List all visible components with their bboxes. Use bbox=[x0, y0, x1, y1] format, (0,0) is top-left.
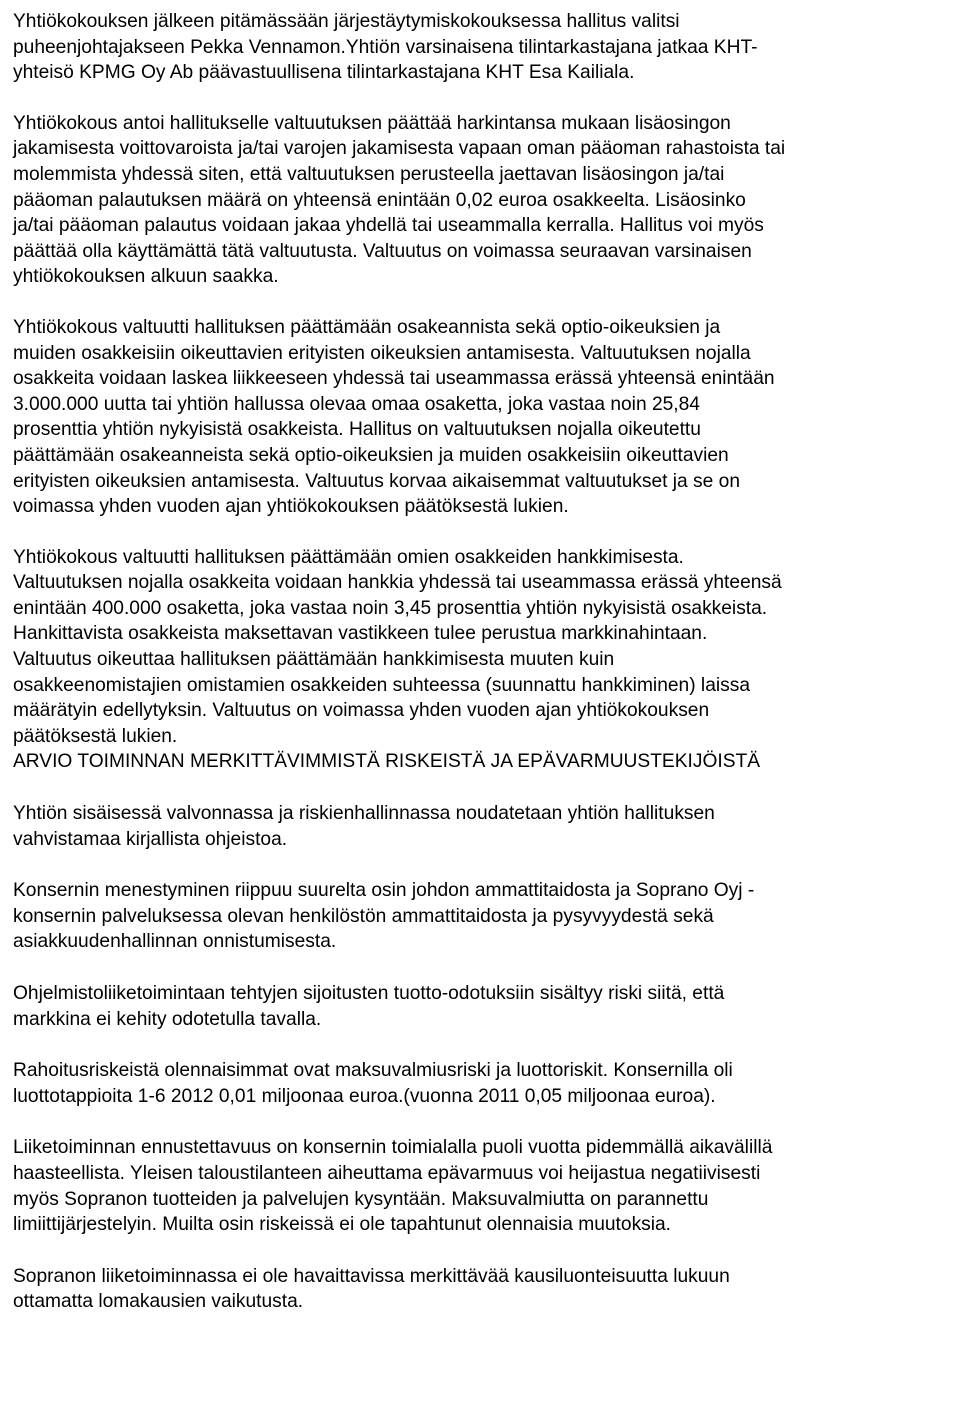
document-page bbox=[13, 0, 948, 1315]
financial-risks-paragraph: Rahoitusriskeistä olennaisimmat ovat maksuvalmiusriski ja luottoriskit. Konsernilla oli luottotappioita 1-6 2012 0,01 miljoonaa euroa.(vuonna 2011 0,05 miljoonaa euroa). bbox=[13, 1060, 733, 1107]
share-repurchase-authorization-paragraph: Yhtiökokous valtuutti hallituksen päättämään omien osakkeiden hankkimisesta. Valtuutuksen nojalla osakkeita voidaan hankkia yhdessä tai useammassa erässä yhteensä enintään 400.000 osaketta, joka vastaa noin 3,45 prosenttia yhtiön nykyisistä osakkeista. Hankittavista osakkeista maksettavan vastikkeen tulee perustua markkinahintaan. Valtuutus oikeuttaa hallituksen päättämään hankkimisesta muuten kuin osakkeenomistajien omistamien osakkeiden suhteessa (suunnattu hankkiminen) laissa määrätyin edellytyksin. Valtuutus on voimassa yhden vuoden ajan yhtiökokouksen päätöksestä lukien. bbox=[13, 546, 782, 747]
internal-control-paragraph: Yhtiön sisäisessä valvonnassa ja riskienhallinnassa noudatetaan yhtiön hallituksen vahvistamaa kirjallista ohjeistoa. bbox=[13, 803, 715, 850]
software-investment-risk-paragraph: Ohjelmistoliiketoimintaan tehtyjen sijoitusten tuotto-odotuksiin sisältyy riski siitä, että markkina ei kehity odotetulla tavalla. bbox=[13, 983, 725, 1030]
additional-dividend-authorization-paragraph: Yhtiökokous antoi hallitukselle valtuutuksen päättää harkintansa mukaan lisäosingon jakamisesta voittovaroista ja/tai varojen jakamisesta vapaan oman pääoman rahastoista tai molemmista yhdessä siten, että valtuutuksen perusteella jaettavan lisäosingon ja/tai pääoman palautuksen määrä on yhteensä enintään 0,02 euroa osakkeelta. Lisäosinko ja/tai pääoman palautus voidaan jakaa yhdellä tai useammalla kerralla. Hallitus voi myös päättää olla käyttämättä tätä valtuutusta. Valtuutus on voimassa seuraavan varsinaisen yhtiökokouksen alkuun saakka. bbox=[13, 112, 786, 288]
risk-section-heading: ARVIO TOIMINNAN MERKITTÄVIMMISTÄ RISKEISTÄ JA EPÄVARMUUSTEKIJÖISTÄ bbox=[13, 751, 761, 773]
management-dependency-paragraph: Konsernin menestyminen riippuu suurelta osin johdon ammattitaidosta ja Soprano Oyj - konsernin palveluksessa olevan henkilöstön ammattitaidosta ja pysyvyydestä sekä asiakkuudenhallinnan onnistumisesta. bbox=[13, 880, 755, 953]
board-organization-paragraph: Yhtiökokouksen jälkeen pitämässään järjestäytymiskokouksessa hallitus valitsi puheenjohtajakseen Pekka Vennamon.Yhtiön varsinaisena tilintarkastajana jatkaa KHT- yhteisö KPMG Oy Ab päävastuullisena tilintarkastajana KHT Esa Kailiala. bbox=[13, 11, 758, 84]
business-predictability-paragraph: Liiketoiminnan ennustettavuus on konsernin toimialalla puoli vuotta pidemmällä aikavälillä haasteellista. Yleisen taloustilanteen aiheuttama epävarmuus voi heijastua negatiivisesti myös Sopranon tuotteiden ja palvelujen kysyntään. Maksuvalmiutta on parannettu limiittijärjestelyin. Muilta osin riskeissä ei ole tapahtunut olennaisia muutoksia. bbox=[13, 1137, 773, 1236]
share-issue-authorization-paragraph: Yhtiökokous valtuutti hallituksen päättämään osakeannista sekä optio-oikeuksien ja muiden osakkeisiin oikeuttavien erityisten oikeuksien antamisesta. Valtuutuksen nojalla osakkeita voidaan laskea liikkeeseen yhdessä tai useammassa erässä yhteensä enintään 3.000.000 uutta tai yhtiön hallussa olevaa omaa osaketta, joka vastaa noin 25,84 prosenttia yhtiön nykyisistä osakkeista. Hallitus on valtuutuksen nojalla oikeutettu päättämään osakeanneista sekä optio-oikeuksien ja muiden osakkeisiin oikeuttavien erityisten oikeuksien antamisesta. Valtuutus korvaa aikaisemmat valtuutukset ja se on voimassa yhden vuoden ajan yhtiökokouksen päätöksestä lukien. bbox=[13, 316, 775, 518]
seasonality-paragraph: Sopranon liiketoiminnassa ei ole havaittavissa merkittävää kausiluonteisuutta lukuun ottamatta lomakausien vaikutusta. bbox=[13, 1265, 730, 1313]
